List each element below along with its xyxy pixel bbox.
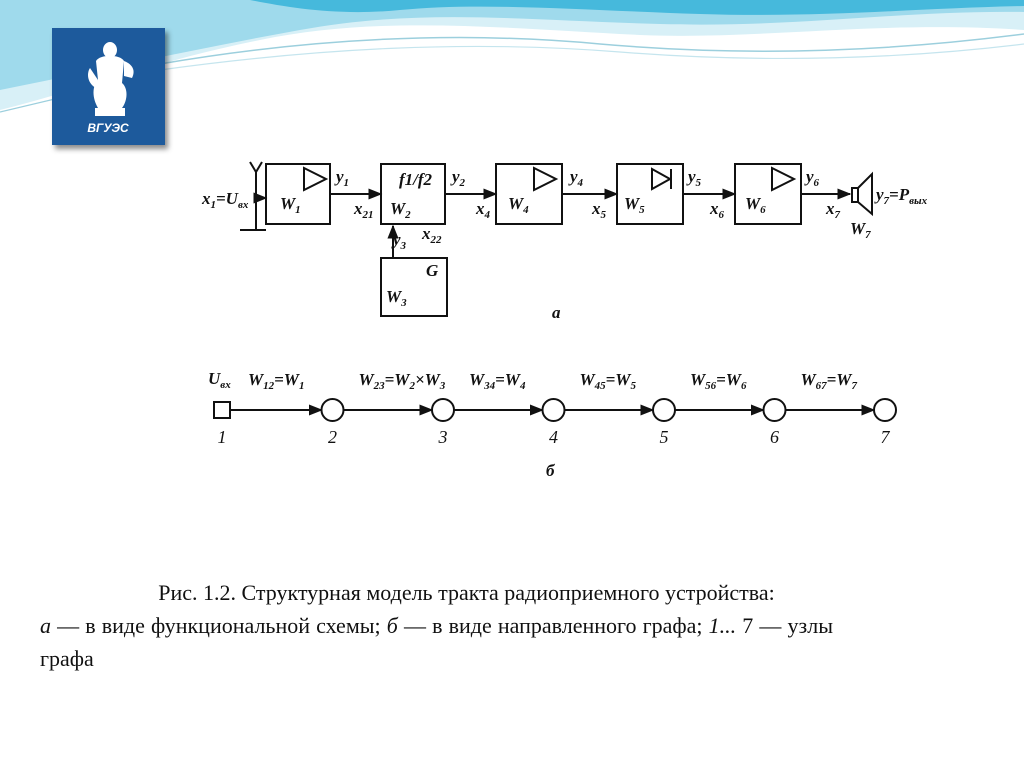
svg-text:x6: $x_6$ (710, 199, 724, 221)
monument-icon (52, 28, 165, 145)
caption-a-letter: а (40, 613, 51, 638)
input-sub: 1 (210, 199, 216, 211)
w3-top-label: G (426, 261, 439, 280)
figure-caption (40, 576, 833, 675)
w1-label: W (280, 194, 296, 213)
w3-sub: 3 (401, 297, 407, 309)
diagram-b-label: б (546, 461, 555, 480)
x21-label: x (354, 199, 363, 218)
graph-node-label: 1 (217, 427, 227, 447)
svg-text:W4 (508, 194, 529, 216)
svg-text:y5: $y_5$ (688, 167, 702, 189)
graph-input-node (214, 402, 230, 418)
y1-label: y (336, 167, 344, 186)
graph-edge-label: $W_{67}=W_7$ (800, 370, 857, 392)
w7-label: W (850, 219, 866, 238)
graph-input-sub: вх (220, 379, 231, 391)
svg-text:y2: $y_2$ (452, 167, 466, 189)
w6-sub: 6 (760, 204, 766, 216)
w2-label: W (390, 199, 406, 218)
y6-label: y (806, 167, 814, 186)
caption-a-text: — в виде функциональной схемы; (51, 613, 387, 638)
w4-sub: 4 (523, 204, 529, 216)
x5-label: x (592, 199, 601, 218)
university-logo (52, 28, 165, 145)
graph-edge-label: $W_{12}=W_1$ (248, 370, 305, 392)
graph-node-label: 3 (438, 427, 448, 447)
caption-body (40, 609, 833, 675)
graph-node-label: 2 (328, 427, 337, 447)
graph-node (543, 399, 565, 421)
caption-nodes-range: 1... (708, 613, 737, 638)
w2-top-label: f1/f2 (399, 170, 433, 189)
graph-node (874, 399, 896, 421)
w6-label: W (745, 194, 761, 213)
caption-title: Рис. 1.2. Структурная модель тракта радиоприемного устройства: (158, 580, 775, 605)
graph-input-var: U (208, 369, 221, 388)
caption-b-letter: б (386, 613, 398, 638)
svg-text:x4: $x_4$ (476, 199, 490, 221)
y5-label: y (688, 167, 696, 186)
svg-text:y4: $y_4$ (570, 167, 584, 189)
svg-text:y6: $y_6$ (806, 167, 820, 189)
graph-node (432, 399, 454, 421)
w1-sub: 1 (295, 204, 301, 216)
graph-node-label: 6 (770, 427, 779, 447)
output-sub: 7 (883, 195, 890, 207)
y4-label: y (570, 167, 578, 186)
amplifier-icon (772, 168, 794, 190)
graph-edge-label: $W_{56}=W_6$ (690, 370, 747, 392)
directed-graph-b (208, 369, 896, 480)
diagram-a-label: а (552, 303, 561, 322)
svg-text:y3: $y_3$ (393, 230, 407, 252)
svg-text:W3 (386, 287, 407, 309)
output-eq-sub: вых (909, 195, 928, 207)
antenna-icon (250, 162, 262, 190)
w5-sub: 5 (639, 204, 645, 216)
svg-text:x21: $x_{21}$ (354, 199, 374, 221)
w3-label: W (386, 287, 402, 306)
graph-node-label: 5 (659, 427, 669, 447)
svg-text:x5: $x_5$ (592, 199, 606, 221)
svg-text:y7=Pвых (874, 185, 928, 207)
x4-label: x (476, 199, 485, 218)
diode-icon (652, 169, 671, 189)
logo-text: ВГУЭС (87, 121, 129, 135)
structural-model-figure (190, 142, 956, 492)
svg-text:W6 (745, 194, 766, 216)
amplifier-icon (534, 168, 556, 190)
graph-edge-label: $W_{23}=W_2\times W_3$ (358, 370, 446, 392)
output-var: y (876, 185, 884, 204)
graph-node (653, 399, 675, 421)
svg-text:y1: $y_1$ (336, 167, 350, 189)
amplifier-icon (304, 168, 326, 190)
svg-text:x1=Uвх (201, 189, 249, 211)
input-eq-sub: вх (237, 199, 249, 211)
graph-node (764, 399, 786, 421)
w5-label: W (624, 194, 640, 213)
functional-diagram-a (237, 162, 872, 316)
x22-label: x (422, 224, 431, 243)
svg-text:Uвх (208, 369, 231, 391)
graph-edge-label: $W_{45}=W_5$ (579, 370, 636, 392)
svg-text:x22: $x_{22}$ (422, 224, 442, 246)
caption-nodes-text: 7 — узлы графа (40, 613, 833, 671)
svg-text:W1 (280, 194, 301, 216)
w7-sub: 7 (865, 229, 871, 241)
w2-sub: 2 (405, 209, 411, 221)
y3-label: y (393, 230, 401, 249)
graph-edge-label: $W_{34}=W_4$ (469, 370, 526, 392)
output-eq: =P (889, 185, 910, 204)
svg-text:x7: $x_7$ (826, 199, 840, 221)
input-eq: =U (216, 189, 238, 208)
graph-node (322, 399, 344, 421)
svg-text:W7 (850, 219, 871, 241)
caption-b-text: — в виде направленного графа; (397, 613, 709, 638)
speaker-icon (852, 174, 872, 214)
graph-node-label: 7 (880, 427, 890, 447)
svg-text:W2 (390, 199, 411, 221)
y2-label: y (452, 167, 460, 186)
svg-text:W5 (624, 194, 645, 216)
diagram-a-labels (201, 167, 928, 322)
x6-label: x (710, 199, 719, 218)
w4-label: W (508, 194, 524, 213)
input-var: x (202, 189, 211, 208)
x7-label: x (826, 199, 835, 218)
graph-node-label: 4 (549, 427, 558, 447)
block-w4 (496, 164, 562, 224)
